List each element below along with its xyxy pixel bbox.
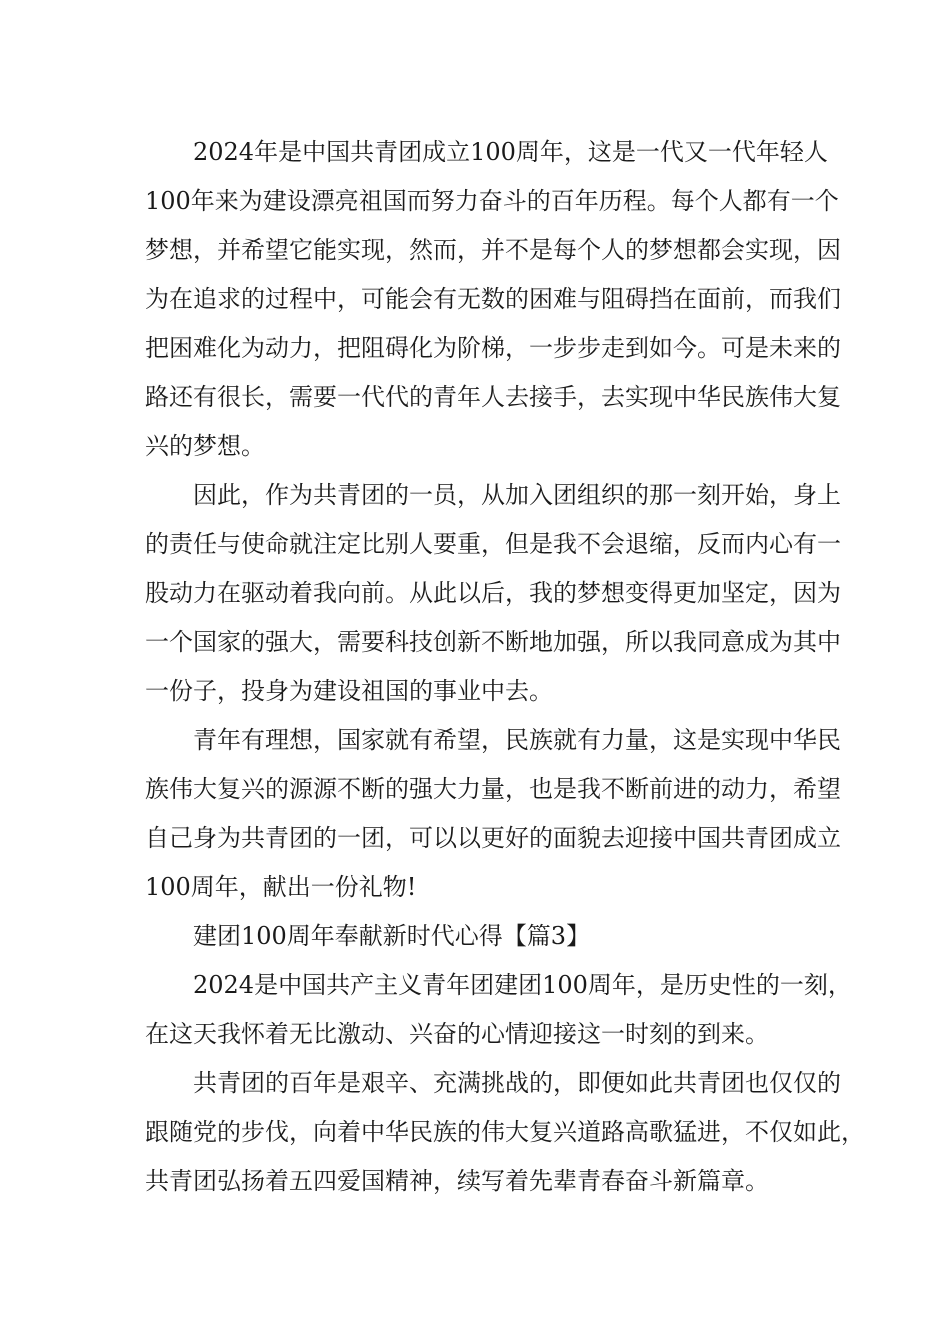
text-line: 2024年是中国共青团成立100周年，这是一代又一代年轻人	[193, 138, 828, 166]
text-line: 100年来为建设漂亮祖国而努力奋斗的百年历程。每个人都有一个	[145, 187, 839, 215]
document-body	[145, 128, 865, 1206]
text-line: 共青团弘扬着五四爱国精神，续写着先辈青春奋斗新篇章。	[145, 1167, 769, 1195]
text-line: 把困难化为动力，把阻碍化为阶梯，一步步走到如今。可是未来的	[145, 334, 841, 362]
paragraph-1	[145, 128, 841, 471]
text-line: 2024是中国共产主义青年团建团100周年，是历史性的一刻，	[193, 971, 852, 999]
text-line: 股动力在驱动着我向前。从此以后，我的梦想变得更加坚定，因为	[145, 579, 841, 607]
text-line: 一个国家的强大，需要科技创新不断地加强，所以我同意成为其中	[145, 628, 841, 656]
text-line: 100周年，献出一份礼物!	[145, 873, 417, 901]
paragraph-4	[145, 961, 852, 1059]
text-line: 梦想，并希望它能实现，然而，并不是每个人的梦想都会实现，因	[145, 236, 841, 264]
text-line: 路还有很长，需要一代代的青年人去接手，去实现中华民族伟大复	[145, 383, 841, 411]
text-line: 跟随党的步伐，向着中华民族的伟大复兴道路高歌猛进，不仅如此，	[145, 1118, 865, 1146]
paragraph-3	[145, 716, 841, 912]
text-line: 因此，作为共青团的一员，从加入团组织的那一刻开始，身上	[193, 481, 841, 509]
paragraph-5	[145, 1059, 865, 1206]
paragraph-2	[145, 471, 841, 716]
text-line: 在这天我怀着无比激动、兴奋的心情迎接这一时刻的到来。	[145, 1020, 769, 1048]
text-line: 族伟大复兴的源源不断的强大力量，也是我不断前进的动力，希望	[145, 775, 841, 803]
text-line: 一份子，投身为建设祖国的事业中去。	[145, 677, 553, 705]
text-line: 共青团的百年是艰辛、充满挑战的，即便如此共青团也仅仅的	[193, 1069, 841, 1097]
text-line: 的责任与使命就注定比别人要重，但是我不会退缩，反而内心有一	[145, 530, 841, 558]
text-line: 为在追求的过程中，可能会有无数的困难与阻碍挡在面前，而我们	[145, 285, 841, 313]
heading-text: 建团100周年奉献新时代心得【篇3】	[193, 922, 591, 950]
text-line: 青年有理想，国家就有希望，民族就有力量，这是实现中华民	[193, 726, 841, 754]
section-heading	[145, 912, 815, 961]
text-line: 自己身为共青团的一团，可以以更好的面貌去迎接中国共青团成立	[145, 824, 841, 852]
text-line: 兴的梦想。	[145, 432, 265, 460]
